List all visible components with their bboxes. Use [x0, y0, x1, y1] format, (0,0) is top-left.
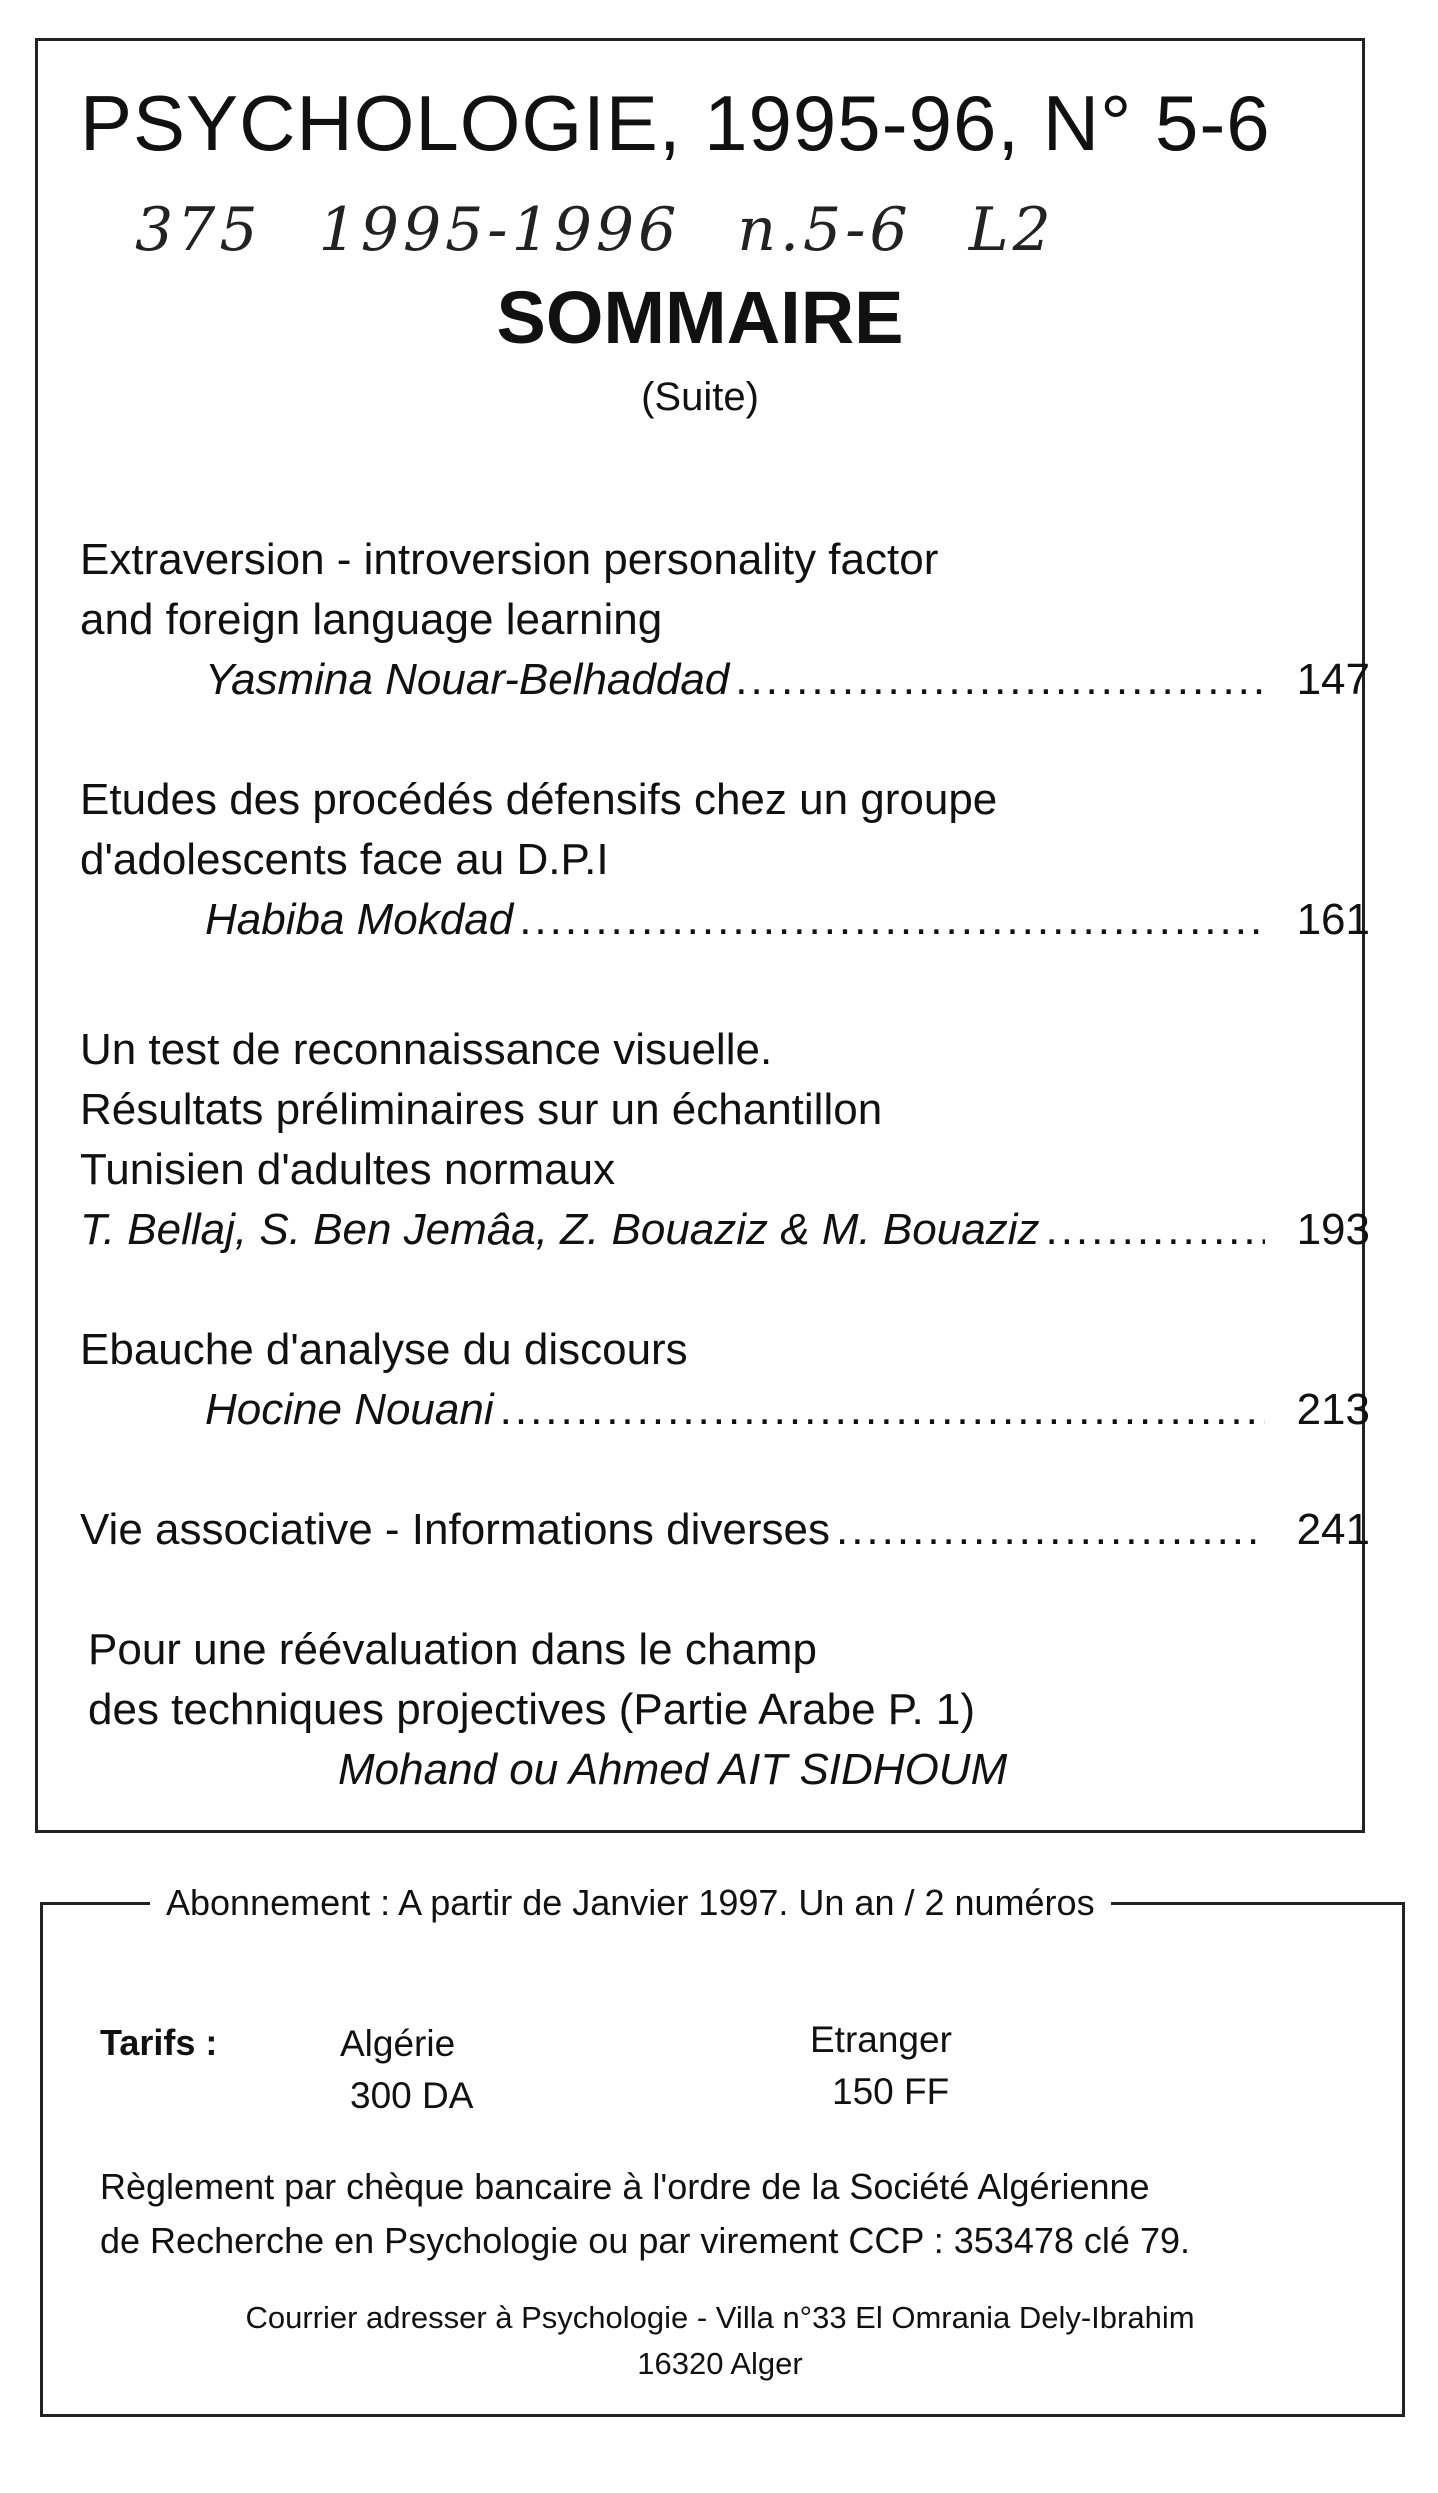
dot-leader — [836, 1500, 1265, 1560]
payment-instructions — [100, 2160, 1380, 2268]
toc-entry[interactable] — [80, 1020, 1370, 1260]
subscription-legend: Abonnement : A partir de Janvier 1997. Un an / 2 numéros — [150, 1882, 1111, 1924]
toc-entry[interactable] — [88, 1620, 1378, 1800]
entry-author: T. Bellaj, S. Ben Jemâa, Z. Bouaziz & M. Bouaziz — [80, 1205, 1040, 1254]
dot-leader — [519, 890, 1265, 950]
mailing-address — [100, 2295, 1340, 2387]
tarifs-label: Tarifs : — [100, 2022, 218, 2063]
entry-title-line: Etudes des procédés défensifs chez un groupe — [80, 775, 998, 824]
section-title: SOMMAIRE — [496, 276, 904, 359]
entry-title-line: des techniques projectives (Partie Arabe P. 1) — [88, 1685, 976, 1734]
entry-title-line: Extraversion - introversion personality factor — [80, 535, 939, 584]
entry-author: Hocine Nouani — [205, 1385, 494, 1434]
toc-entry[interactable] — [80, 1320, 1370, 1440]
toc-entry[interactable] — [80, 530, 1370, 710]
entry-page-number: 213 — [1296, 1385, 1370, 1434]
address-line: 16320 Alger — [637, 2346, 803, 2381]
journal-title: PSYCHOLOGIE, 1995-96, N° 5-6 — [80, 79, 1271, 167]
entry-author: Yasmina Nouar-Belhaddad — [205, 655, 730, 704]
tarif-etranger — [810, 2014, 952, 2118]
entry-page-number: 241 — [1296, 1505, 1370, 1554]
algerie-price: 300 DA — [350, 2075, 474, 2116]
entry-author-row — [80, 890, 1370, 950]
algerie-label: Algérie — [340, 2023, 456, 2064]
handwritten-call-number: 375 1995-1996 n.5-6 L2 — [135, 195, 1055, 265]
etranger-label: Etranger — [810, 2019, 952, 2060]
entry-author: Mohand ou Ahmed AIT SIDHOUM — [338, 1745, 1008, 1794]
tarif-algerie — [340, 2018, 473, 2122]
entry-title-line: Un test de reconnaissance visuelle. — [80, 1025, 773, 1074]
entry-author-row — [80, 650, 1370, 710]
entry-title-line: Résultats préliminaires sur un échantillon — [80, 1085, 883, 1134]
dot-leader — [500, 1380, 1265, 1440]
entry-title-line: d'adolescents face au D.P.I — [80, 835, 609, 884]
entry-title-line: Ebauche d'analyse du discours — [80, 1325, 688, 1374]
entry-title-line: and foreign language learning — [80, 595, 663, 644]
dot-leader — [1045, 1200, 1265, 1260]
entry-author-row — [80, 1380, 1370, 1440]
entry-author-row — [80, 1500, 1370, 1560]
payment-line: Règlement par chèque bancaire à l'ordre de la Société Algérienne — [100, 2166, 1150, 2207]
entry-page-number: 161 — [1296, 895, 1370, 944]
dot-leader — [735, 650, 1265, 710]
entry-page-number: 147 — [1296, 655, 1370, 704]
entry-title-line: Pour une réévaluation dans le champ — [88, 1625, 817, 1674]
entry-author: Habiba Mokdad — [205, 895, 514, 944]
etranger-price: 150 FF — [832, 2071, 950, 2112]
toc-entry[interactable] — [80, 770, 1370, 950]
section-subtitle: (Suite) — [641, 375, 759, 419]
address-line: Courrier adresser à Psychologie - Villa n°33 El Omrania Dely-Ibrahim — [245, 2300, 1195, 2335]
payment-line: de Recherche en Psychologie ou par virement CCP : 353478 clé 79. — [100, 2220, 1190, 2261]
entry-title: Vie associative - Informations diverses — [80, 1505, 830, 1554]
entry-author-row — [80, 1200, 1370, 1260]
toc-entry[interactable] — [80, 1500, 1370, 1560]
entry-title-line: Tunisien d'adultes normaux — [80, 1145, 616, 1194]
entry-page-number: 193 — [1296, 1205, 1370, 1254]
